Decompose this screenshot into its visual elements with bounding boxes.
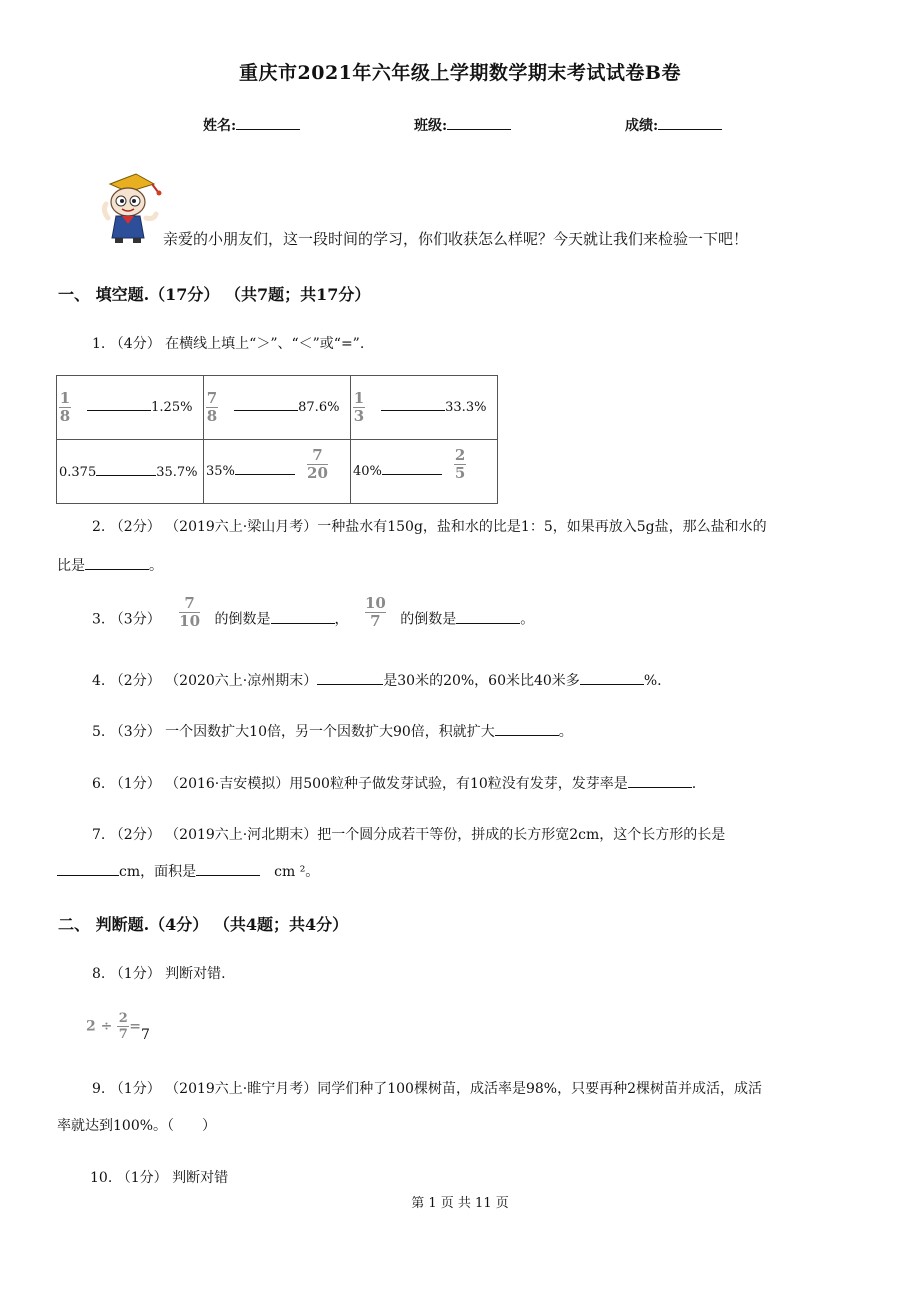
fraction (117, 1012, 129, 1041)
q5 (92, 721, 573, 741)
q7-line2 (57, 861, 319, 881)
q4-end: %. (643, 673, 662, 689)
frac-den: 10 (179, 612, 201, 630)
answer-blank[interactable] (85, 557, 149, 570)
fraction (206, 391, 218, 424)
q9-line2: 率就达到100%。（ ） (57, 1118, 217, 1134)
q2-line2 (57, 555, 163, 575)
q1-text: 1. （4分） 在横线上填上“＞”、“＜”或“=”. (92, 336, 365, 352)
answer-blank[interactable] (382, 462, 442, 475)
fraction (365, 596, 386, 629)
q8-text: 8. （1分） 判断对错. (92, 966, 226, 982)
q3: 3. （3分） $\frac{7}{10}$ 的倒数是 ， $\frac{10}{7}$ 的倒数是 。 (92, 594, 535, 630)
frac-num: 1 (59, 389, 71, 407)
q10-text: 10. （1分） 判断对错 (90, 1170, 229, 1186)
q6 (92, 773, 696, 793)
answer-blank[interactable] (57, 863, 119, 876)
q2-line1: 2. （2分） （2019六上·梁山月考）一种盐水有150g，盐和水的比是1：5，如果再放入5g盐，那么盐和水的 (92, 519, 767, 535)
answer-blank[interactable] (317, 672, 383, 685)
class-blank[interactable] (447, 129, 511, 130)
frac-num: 7 (206, 389, 218, 407)
frac-num: 7 (312, 446, 323, 464)
cmp-right: 33.3% (445, 400, 487, 415)
mascot-image (92, 170, 166, 244)
cmp-cell (351, 376, 498, 440)
answer-blank[interactable] (196, 863, 260, 876)
q3-prefix: 3. （3分） (92, 611, 161, 628)
frac-den: 7 (118, 1027, 128, 1042)
class-field (414, 115, 511, 135)
cmp-cell (57, 440, 204, 504)
cmp-right: 35.7% (156, 465, 198, 480)
cmp-right: 87.6% (298, 400, 340, 415)
q5-end: 。 (558, 724, 573, 740)
q4-prefix: 4. （2分） （2020六上·凉州期末） (92, 673, 318, 689)
page-title: 重庆市2021年六年级上学期数学期末考试试卷B卷 (239, 62, 681, 84)
q7-mid: cm，面积是 (119, 864, 197, 880)
frac-den: 7 (370, 612, 381, 630)
cmp-cell (204, 376, 351, 440)
q2-suffix: 。 (149, 558, 163, 574)
frac-den: 5 (454, 464, 466, 482)
frac-den: 3 (353, 407, 365, 425)
fraction (307, 448, 328, 481)
cmp-left: 35% (206, 464, 235, 479)
q8-expression (86, 1012, 150, 1041)
answer-blank[interactable] (628, 775, 692, 788)
q3-suffix: 的倒数是 (400, 611, 457, 628)
q7-line1: 7. （2分） （2019六上·河北期末）把一个圆分成若干等份，拼成的长方形宽2cm，这个长方形的长是 (92, 827, 726, 843)
cmp-cell (204, 440, 351, 504)
answer-blank[interactable] (381, 398, 445, 411)
q6-end: . (691, 776, 697, 792)
frac-num: 10 (364, 594, 386, 612)
section2-title: 二、 判断题.（4分） （共4题；共4分） (58, 915, 349, 934)
frac-num: 2 (454, 446, 466, 464)
score-label: 成绩: (625, 118, 659, 134)
expr-eq: = (129, 1018, 141, 1035)
fraction (353, 391, 365, 424)
expr-right: 7 (140, 1026, 150, 1043)
cmp-right: 1.25% (151, 400, 193, 415)
fraction (179, 596, 200, 629)
frac-num: 1 (353, 389, 365, 407)
answer-blank[interactable] (235, 462, 295, 475)
cmp-left: 40% (353, 464, 382, 479)
class-label: 班级: (414, 118, 448, 134)
section1-title: 一、 填空题.（17分） （共7题；共17分） (58, 285, 371, 304)
fraction (59, 391, 71, 424)
cmp-cell (57, 376, 204, 440)
page-footer: 第 1 页 共 11 页 (411, 1196, 509, 1211)
frac-den: 8 (206, 407, 218, 425)
comparison-table (56, 375, 498, 504)
answer-blank[interactable] (96, 463, 156, 476)
intro-text: 亲爱的小朋友们，这一段时间的学习，你们收获怎么样呢？今天就让我们来检验一下吧！ (163, 230, 749, 248)
q3-mid: 的倒数是 (214, 611, 271, 628)
name-label: 姓名: (203, 118, 237, 134)
frac-num: 2 (118, 1011, 128, 1026)
name-field (203, 115, 300, 135)
score-field (625, 115, 722, 135)
answer-blank[interactable] (271, 611, 335, 624)
frac-den: 20 (307, 464, 328, 482)
answer-blank[interactable] (234, 398, 298, 411)
cmp-cell (351, 440, 498, 504)
score-blank[interactable] (658, 129, 722, 130)
answer-blank[interactable] (456, 611, 520, 624)
q4-mid: 是30米的20%，60米比40米多 (383, 673, 580, 689)
answer-blank[interactable] (580, 672, 644, 685)
frac-num: 7 (184, 594, 195, 612)
answer-blank[interactable] (495, 723, 559, 736)
name-blank[interactable] (236, 129, 300, 130)
q3-end: 。 (520, 611, 535, 628)
answer-blank[interactable] (87, 398, 151, 411)
q2-prefix: 比是 (57, 558, 85, 574)
frac-den: 8 (59, 407, 71, 425)
fraction (454, 448, 466, 481)
q9-line1: 9. （1分） （2019六上·睢宁月考）同学们种了100棵树苗，成活率是98%，只要再种2棵树苗并成活，成活 (92, 1081, 762, 1097)
cmp-left: 0.375 (59, 465, 97, 480)
q4 (92, 670, 662, 690)
q5-prefix: 5. （3分） 一个因数扩大10倍，另一个因数扩大90倍，积就扩大 (92, 724, 495, 740)
q6-prefix: 6. （1分） （2016·吉安模拟）用500粒种子做发芽试验，有10粒没有发芽，发芽率是 (92, 776, 628, 792)
q7-end: cm ²。 (274, 864, 320, 880)
expr-left: 2 ÷ (86, 1018, 113, 1035)
